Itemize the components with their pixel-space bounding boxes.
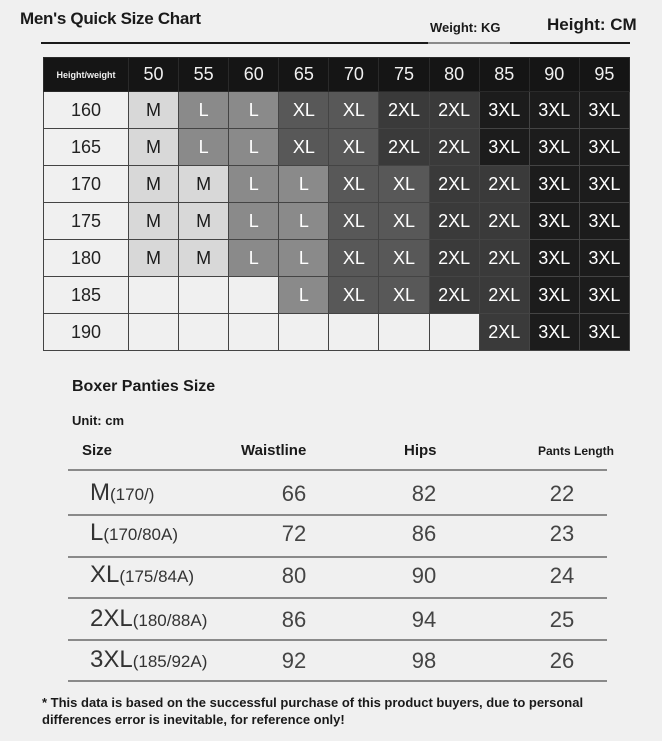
hips-value: 94 bbox=[411, 607, 437, 632]
size-cell: 3XL bbox=[529, 277, 579, 314]
height-unit-label: Height: CM bbox=[547, 15, 637, 34]
size-cell: 2XL bbox=[379, 129, 429, 166]
size-cell: 3XL bbox=[529, 166, 579, 203]
row-divider bbox=[68, 680, 607, 682]
size-cell: L bbox=[279, 277, 329, 314]
height-label: 165 bbox=[44, 129, 129, 166]
size-cell: 2XL bbox=[429, 129, 479, 166]
weight-header: 60 bbox=[229, 58, 279, 92]
weight-header: 90 bbox=[529, 58, 579, 92]
size-cell: 2XL bbox=[479, 240, 529, 277]
size-cell: 3XL bbox=[579, 314, 629, 351]
size-cell: L bbox=[179, 129, 229, 166]
pants-length-value: 25 bbox=[549, 607, 575, 632]
size-cell: L bbox=[229, 92, 279, 129]
col-header-pants-length: Pants Length bbox=[538, 444, 615, 458]
size-cell: XL bbox=[329, 277, 379, 314]
pants-length-value: 22 bbox=[549, 481, 575, 506]
size-cell: M bbox=[129, 166, 179, 203]
waistline-value: 92 bbox=[281, 648, 307, 673]
size-cell: L bbox=[279, 166, 329, 203]
size-grid-row bbox=[44, 129, 630, 166]
size-cell bbox=[379, 314, 429, 351]
size-code: 3XL bbox=[90, 646, 133, 673]
pants-length-value: 24 bbox=[549, 563, 575, 588]
height-label: 170 bbox=[44, 166, 129, 203]
size-label bbox=[90, 479, 154, 507]
height-label: 180 bbox=[44, 240, 129, 277]
size-cell: 3XL bbox=[579, 277, 629, 314]
size-cell: 2XL bbox=[429, 240, 479, 277]
size-grid-row bbox=[44, 92, 630, 129]
boxer-row bbox=[68, 597, 607, 637]
boxer-row bbox=[68, 638, 607, 678]
size-cell: XL bbox=[279, 129, 329, 166]
size-grid-row bbox=[44, 277, 630, 314]
weight-header: 55 bbox=[179, 58, 229, 92]
size-cell: 3XL bbox=[579, 166, 629, 203]
waistline-value: 80 bbox=[281, 563, 307, 588]
height-label: 160 bbox=[44, 92, 129, 129]
col-header-waistline: Waistline bbox=[241, 442, 307, 459]
size-spec: (170/80A) bbox=[103, 525, 179, 544]
size-cell: 3XL bbox=[579, 92, 629, 129]
size-cell bbox=[229, 277, 279, 314]
weight-unit-label: Weight: KG bbox=[430, 20, 501, 35]
boxer-row bbox=[68, 553, 607, 593]
size-cell: XL bbox=[379, 203, 429, 240]
size-cell bbox=[179, 314, 229, 351]
size-spec: (175/84A) bbox=[119, 567, 195, 586]
size-cell: 3XL bbox=[529, 92, 579, 129]
size-cell bbox=[129, 277, 179, 314]
size-cell: XL bbox=[329, 240, 379, 277]
hips-value: 82 bbox=[411, 481, 437, 506]
size-cell: XL bbox=[379, 240, 429, 277]
size-cell: 3XL bbox=[529, 314, 579, 351]
hips-value: 86 bbox=[411, 521, 437, 546]
size-cell: M bbox=[129, 129, 179, 166]
size-cell: M bbox=[179, 203, 229, 240]
size-cell bbox=[179, 277, 229, 314]
corner-header: Height/weight bbox=[44, 58, 129, 92]
size-cell: L bbox=[279, 240, 329, 277]
size-cell bbox=[279, 314, 329, 351]
size-cell: L bbox=[179, 92, 229, 129]
size-label bbox=[90, 561, 194, 589]
size-cell: L bbox=[229, 240, 279, 277]
size-cell: 2XL bbox=[479, 203, 529, 240]
size-code: M bbox=[90, 479, 110, 506]
boxer-unit: Unit: cm bbox=[72, 413, 124, 428]
height-label: 190 bbox=[44, 314, 129, 351]
size-cell: M bbox=[129, 92, 179, 129]
weight-header: 95 bbox=[579, 58, 629, 92]
boxer-title: Boxer Panties Size bbox=[72, 378, 216, 395]
col-header-hips: Hips bbox=[404, 442, 437, 459]
size-cell: M bbox=[179, 166, 229, 203]
size-cell: M bbox=[179, 240, 229, 277]
size-cell: L bbox=[229, 203, 279, 240]
size-cell: 3XL bbox=[479, 92, 529, 129]
size-cell: 3XL bbox=[579, 203, 629, 240]
weight-header: 75 bbox=[379, 58, 429, 92]
height-label: 175 bbox=[44, 203, 129, 240]
size-grid-row bbox=[44, 166, 630, 203]
title-divider bbox=[41, 42, 630, 44]
waistline-value: 86 bbox=[281, 607, 307, 632]
height-label: 185 bbox=[44, 277, 129, 314]
waistline-value: 66 bbox=[281, 481, 307, 506]
size-cell: 2XL bbox=[429, 277, 479, 314]
size-label bbox=[90, 646, 207, 674]
chart-title: Men's Quick Size Chart bbox=[20, 9, 201, 28]
size-cell: L bbox=[229, 166, 279, 203]
weight-header: 85 bbox=[479, 58, 529, 92]
weight-header: 50 bbox=[129, 58, 179, 92]
size-cell: M bbox=[129, 203, 179, 240]
hips-value: 98 bbox=[411, 648, 437, 673]
title-divider-highlight bbox=[428, 42, 510, 44]
size-grid-row bbox=[44, 240, 630, 277]
size-cell bbox=[129, 314, 179, 351]
pants-length-value: 23 bbox=[549, 521, 575, 546]
size-grid-row bbox=[44, 314, 630, 351]
size-grid-row bbox=[44, 203, 630, 240]
size-spec: (170/) bbox=[110, 485, 155, 504]
waistline-value: 72 bbox=[281, 521, 307, 546]
size-cell: 2XL bbox=[379, 92, 429, 129]
size-label bbox=[90, 519, 178, 547]
size-spec: (180/88A) bbox=[132, 611, 208, 630]
size-cell: 2XL bbox=[479, 314, 529, 351]
boxer-row bbox=[68, 471, 607, 511]
size-grid-table bbox=[43, 57, 630, 351]
size-code: 2XL bbox=[90, 605, 133, 632]
weight-header: 65 bbox=[279, 58, 329, 92]
size-cell: 3XL bbox=[529, 240, 579, 277]
size-spec: (185/92A) bbox=[132, 652, 208, 671]
size-cell: 2XL bbox=[429, 92, 479, 129]
size-cell: 2XL bbox=[479, 166, 529, 203]
size-cell bbox=[229, 314, 279, 351]
size-cell: XL bbox=[379, 277, 429, 314]
size-cell: L bbox=[229, 129, 279, 166]
size-cell: XL bbox=[329, 203, 379, 240]
size-cell: 2XL bbox=[479, 277, 529, 314]
size-cell: 3XL bbox=[479, 129, 529, 166]
disclaimer-note: * This data is based on the successful purchase of this product buyers, due to personal differences error is inevitable, for reference only! bbox=[42, 695, 584, 727]
size-code: XL bbox=[90, 561, 120, 588]
size-cell: L bbox=[279, 203, 329, 240]
size-grid-header-row bbox=[44, 58, 630, 92]
weight-header: 80 bbox=[429, 58, 479, 92]
size-cell: XL bbox=[329, 129, 379, 166]
size-cell: XL bbox=[379, 166, 429, 203]
size-cell: XL bbox=[329, 166, 379, 203]
pants-length-value: 26 bbox=[549, 648, 575, 673]
size-label bbox=[90, 605, 207, 633]
size-cell: XL bbox=[279, 92, 329, 129]
size-cell: 3XL bbox=[579, 240, 629, 277]
weight-header: 70 bbox=[329, 58, 379, 92]
size-code: L bbox=[90, 519, 104, 546]
boxer-row bbox=[68, 511, 607, 551]
size-cell: 2XL bbox=[429, 166, 479, 203]
size-cell: 2XL bbox=[429, 203, 479, 240]
size-cell: M bbox=[129, 240, 179, 277]
col-header-size: Size bbox=[82, 442, 113, 459]
size-cell: XL bbox=[329, 92, 379, 129]
size-cell: 3XL bbox=[529, 129, 579, 166]
size-cell: 3XL bbox=[579, 129, 629, 166]
size-cell bbox=[429, 314, 479, 351]
size-cell: 3XL bbox=[529, 203, 579, 240]
hips-value: 90 bbox=[411, 563, 437, 588]
size-cell bbox=[329, 314, 379, 351]
